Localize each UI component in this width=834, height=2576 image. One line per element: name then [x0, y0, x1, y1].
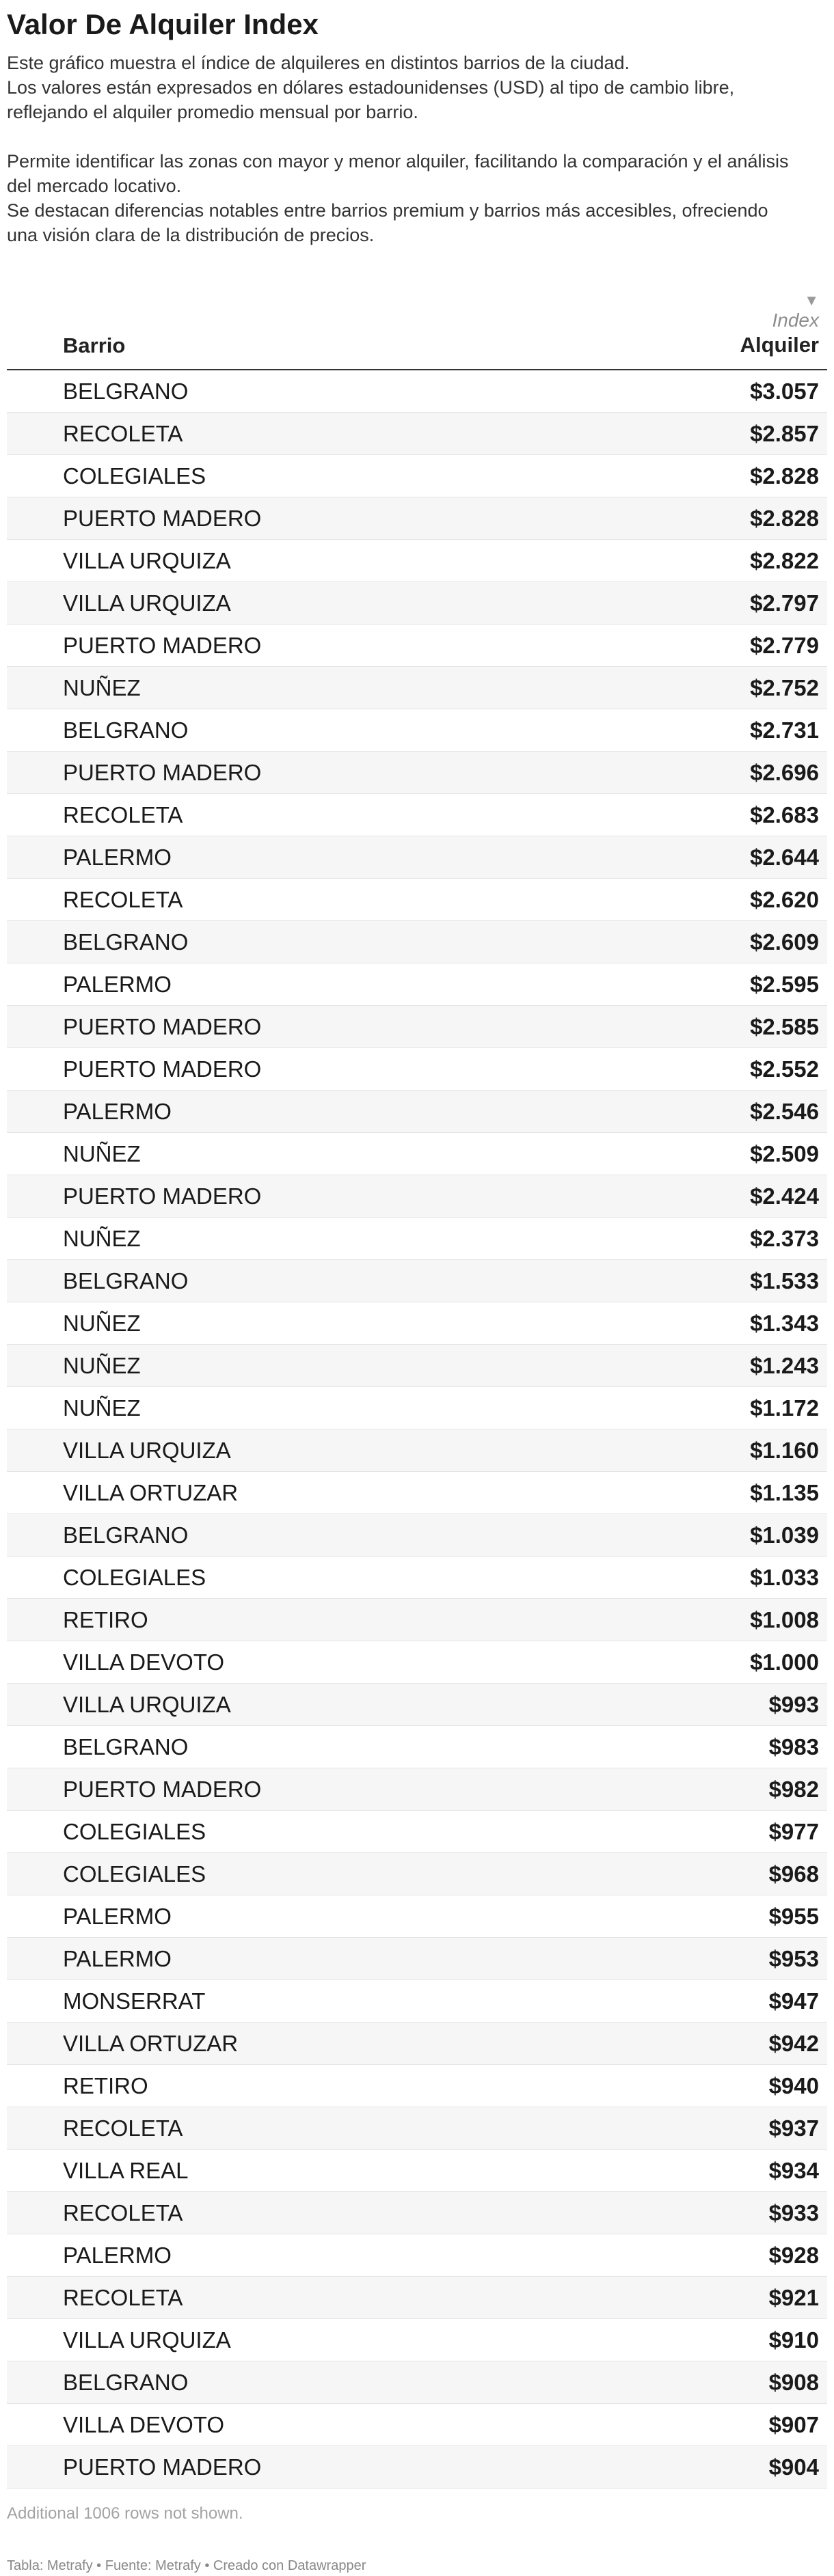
- cell-alquiler: $953: [768, 1946, 819, 1971]
- cell-barrio: PUERTO MADERO: [63, 1014, 262, 1039]
- table-row: [7, 921, 827, 963]
- cell-barrio: VILLA DEVOTO: [63, 2412, 224, 2437]
- table-row: [7, 1091, 827, 1133]
- cell-barrio: RECOLETA: [63, 802, 183, 827]
- cell-alquiler: $2.424: [750, 1183, 819, 1209]
- cell-barrio: NUÑEZ: [63, 1226, 141, 1251]
- cell-alquiler: $2.595: [750, 972, 819, 997]
- cell-barrio: VILLA ORTUZAR: [63, 1480, 239, 1505]
- cell-barrio: PUERTO MADERO: [63, 506, 262, 531]
- cell-barrio: COLEGIALES: [63, 463, 206, 489]
- description-line: del mercado locativo.: [7, 176, 182, 196]
- cell-alquiler: $1.033: [750, 1565, 819, 1590]
- column-header-alquiler[interactable]: [554, 309, 827, 370]
- cell-alquiler: $2.828: [750, 463, 819, 489]
- cell-alquiler: $904: [768, 2454, 819, 2480]
- table-row: [7, 497, 827, 540]
- description-spacer: [7, 124, 827, 149]
- column-header-alquiler-super: Index: [772, 310, 819, 331]
- table-row: [7, 2277, 827, 2319]
- cell-alquiler: $2.696: [750, 760, 819, 785]
- cell-alquiler: $977: [768, 1819, 819, 1844]
- cell-alquiler: $940: [768, 2073, 819, 2098]
- cell-barrio: NUÑEZ: [63, 675, 141, 700]
- table-row: [7, 879, 827, 921]
- cell-alquiler: $2.609: [750, 929, 819, 955]
- table-row: [7, 2023, 827, 2065]
- table-row: [7, 1684, 827, 1726]
- cell-barrio: PALERMO: [63, 972, 172, 997]
- cell-alquiler: $2.585: [750, 1014, 819, 1039]
- chart-description: [7, 51, 827, 247]
- cell-alquiler: $1.135: [750, 1480, 819, 1505]
- cell-barrio: PALERMO: [63, 1904, 172, 1929]
- cell-barrio: NUÑEZ: [63, 1311, 141, 1336]
- cell-barrio: RECOLETA: [63, 2285, 183, 2310]
- cell-barrio: BELGRANO: [63, 1522, 189, 1548]
- description-line: reflejando el alquiler promedio mensual por barrio.: [7, 102, 418, 122]
- table-row: [7, 1260, 827, 1302]
- table-row: [7, 2192, 827, 2234]
- table-row: [7, 963, 827, 1006]
- cell-alquiler: $2.731: [750, 717, 819, 743]
- table-row: [7, 2107, 827, 2150]
- cell-barrio: RECOLETA: [63, 2200, 183, 2225]
- table-row: [7, 455, 827, 497]
- cell-barrio: MONSERRAT: [63, 1988, 206, 2014]
- table-row: [7, 1811, 827, 1853]
- cell-alquiler: $983: [768, 1734, 819, 1759]
- table-row: [7, 1429, 827, 1472]
- table-row: [7, 2319, 827, 2361]
- cell-alquiler: $907: [768, 2412, 819, 2437]
- table-row: [7, 1302, 827, 1345]
- cell-barrio: PALERMO: [63, 845, 172, 870]
- cell-barrio: RECOLETA: [63, 2115, 183, 2141]
- cell-barrio: PUERTO MADERO: [63, 1183, 262, 1209]
- cell-barrio: BELGRANO: [63, 2370, 189, 2395]
- sort-indicator-row: [7, 290, 827, 309]
- table-row: [7, 2446, 827, 2489]
- table-row: [7, 1218, 827, 1260]
- cell-barrio: COLEGIALES: [63, 1565, 206, 1590]
- table-row: [7, 582, 827, 625]
- table-row: [7, 836, 827, 879]
- cell-alquiler: $2.752: [750, 675, 819, 700]
- cell-alquiler: $2.546: [750, 1099, 819, 1124]
- cell-alquiler: $2.620: [750, 887, 819, 912]
- table-row: [7, 709, 827, 752]
- cell-barrio: RECOLETA: [63, 887, 183, 912]
- cell-barrio: PUERTO MADERO: [63, 1777, 262, 1802]
- cell-barrio: PUERTO MADERO: [63, 1056, 262, 1082]
- cell-barrio: NUÑEZ: [63, 1141, 141, 1166]
- cell-barrio: VILLA URQUIZA: [63, 1692, 231, 1717]
- table-row: [7, 1387, 827, 1429]
- cell-barrio: VILLA DEVOTO: [63, 1649, 224, 1675]
- cell-alquiler: $1.243: [750, 1353, 819, 1378]
- description-line: Este gráfico muestra el índice de alquileres en distintos barrios de la ciudad.: [7, 53, 630, 73]
- cell-alquiler: $2.797: [750, 590, 819, 616]
- cell-alquiler: $1.000: [750, 1649, 819, 1675]
- cell-alquiler: $1.343: [750, 1311, 819, 1336]
- table-row: [7, 1599, 827, 1641]
- cell-barrio: PUERTO MADERO: [63, 633, 262, 658]
- cell-alquiler: $1.533: [750, 1268, 819, 1293]
- table-row: [7, 1557, 827, 1599]
- table-row: [7, 370, 827, 413]
- table-row: [7, 1938, 827, 1980]
- cell-alquiler: $2.857: [750, 421, 819, 446]
- cell-alquiler: $1.172: [750, 1395, 819, 1421]
- cell-alquiler: $1.160: [750, 1438, 819, 1463]
- column-header-alquiler-label: Alquiler: [740, 333, 819, 357]
- cell-barrio: RETIRO: [63, 2073, 148, 2098]
- cell-barrio: PALERMO: [63, 2243, 172, 2268]
- chart-title: Valor De Alquiler Index: [7, 8, 319, 40]
- table-body: [7, 370, 827, 2489]
- cell-barrio: BELGRANO: [63, 717, 189, 743]
- cell-barrio: PALERMO: [63, 1099, 172, 1124]
- cell-alquiler: $1.039: [750, 1522, 819, 1548]
- cell-alquiler: $955: [768, 1904, 819, 1929]
- table-row: [7, 625, 827, 667]
- cell-alquiler: $928: [768, 2243, 819, 2268]
- cell-barrio: COLEGIALES: [63, 1819, 206, 1844]
- table-row: [7, 2361, 827, 2404]
- table-header-row: [7, 309, 827, 370]
- cell-alquiler: $968: [768, 1861, 819, 1887]
- cell-barrio: NUÑEZ: [63, 1353, 141, 1378]
- cell-barrio: RECOLETA: [63, 421, 183, 446]
- sort-cell: [554, 290, 827, 309]
- table-row: [7, 413, 827, 455]
- cell-barrio: VILLA URQUIZA: [63, 590, 231, 616]
- cell-barrio: VILLA URQUIZA: [63, 2327, 231, 2353]
- cell-alquiler: $947: [768, 1988, 819, 2014]
- cell-barrio: COLEGIALES: [63, 1861, 206, 1887]
- table-row: [7, 1048, 827, 1091]
- table-row: [7, 1980, 827, 2023]
- table-row: [7, 540, 827, 582]
- table-row: [7, 1133, 827, 1175]
- description-line: Se destacan diferencias notables entre barrios premium y barrios más accesibles, ofreciendo: [7, 200, 768, 221]
- cell-barrio: RETIRO: [63, 1607, 148, 1632]
- cell-barrio: BELGRANO: [63, 1734, 189, 1759]
- cell-alquiler: $908: [768, 2370, 819, 2395]
- table-row: [7, 1768, 827, 1811]
- table-row: [7, 2404, 827, 2446]
- sort-spacer: [7, 290, 554, 309]
- cell-barrio: VILLA URQUIZA: [63, 548, 231, 573]
- cell-alquiler: $942: [768, 2031, 819, 2056]
- cell-alquiler: $982: [768, 1777, 819, 1802]
- cell-alquiler: $2.373: [750, 1226, 819, 1251]
- table-row: [7, 2150, 827, 2192]
- table-row: [7, 794, 827, 836]
- cell-barrio: BELGRANO: [63, 1268, 189, 1293]
- table-row: [7, 1175, 827, 1218]
- cell-barrio: BELGRANO: [63, 379, 189, 404]
- cell-alquiler: $2.552: [750, 1056, 819, 1082]
- description-line: Los valores están expresados en dólares estadounidenses (USD) al tipo de cambio libre,: [7, 77, 735, 98]
- cell-alquiler: $2.683: [750, 802, 819, 827]
- cell-alquiler: $2.828: [750, 506, 819, 531]
- table-row: [7, 1345, 827, 1387]
- cell-barrio: PALERMO: [63, 1946, 172, 1971]
- cell-alquiler: $937: [768, 2115, 819, 2141]
- rows-not-shown-note: Additional 1006 rows not shown.: [7, 2504, 243, 2523]
- cell-alquiler: $1.008: [750, 1607, 819, 1632]
- cell-alquiler: $2.644: [750, 845, 819, 870]
- table-row: [7, 1006, 827, 1048]
- cell-alquiler: $933: [768, 2200, 819, 2225]
- data-table: [7, 290, 827, 2489]
- description-line: una visión clara de la distribución de precios.: [7, 225, 375, 245]
- cell-alquiler: $2.822: [750, 548, 819, 573]
- cell-barrio: PUERTO MADERO: [63, 760, 262, 785]
- table-row: [7, 2065, 827, 2107]
- description-line: Permite identificar las zonas con mayor y menor alquiler, facilitando la comparación y el análisis: [7, 151, 789, 172]
- table-row: [7, 1895, 827, 1938]
- table-row: [7, 1514, 827, 1557]
- cell-barrio: PUERTO MADERO: [63, 2454, 262, 2480]
- cell-alquiler: $2.509: [750, 1141, 819, 1166]
- table-row: [7, 1853, 827, 1895]
- sort-descending-icon[interactable]: ▼: [804, 292, 819, 309]
- cell-alquiler: $921: [768, 2285, 819, 2310]
- table-row: [7, 1641, 827, 1684]
- chart-footer: Tabla: Metrafy • Fuente: Metrafy • Creado con Datawrapper: [7, 2558, 366, 2573]
- column-header-barrio[interactable]: Barrio: [7, 309, 554, 370]
- table-row: [7, 667, 827, 709]
- cell-alquiler: $993: [768, 1692, 819, 1717]
- cell-barrio: VILLA URQUIZA: [63, 1438, 231, 1463]
- cell-alquiler: $934: [768, 2158, 819, 2183]
- cell-barrio: VILLA ORTUZAR: [63, 2031, 239, 2056]
- cell-barrio: NUÑEZ: [63, 1395, 141, 1421]
- table-row: [7, 1726, 827, 1768]
- cell-alquiler: $910: [768, 2327, 819, 2353]
- cell-alquiler: $2.779: [750, 633, 819, 658]
- table-row: [7, 1472, 827, 1514]
- cell-alquiler: $3.057: [750, 379, 819, 404]
- table-row: [7, 2234, 827, 2277]
- cell-barrio: VILLA REAL: [63, 2158, 189, 2183]
- cell-barrio: BELGRANO: [63, 929, 189, 955]
- table-row: [7, 752, 827, 794]
